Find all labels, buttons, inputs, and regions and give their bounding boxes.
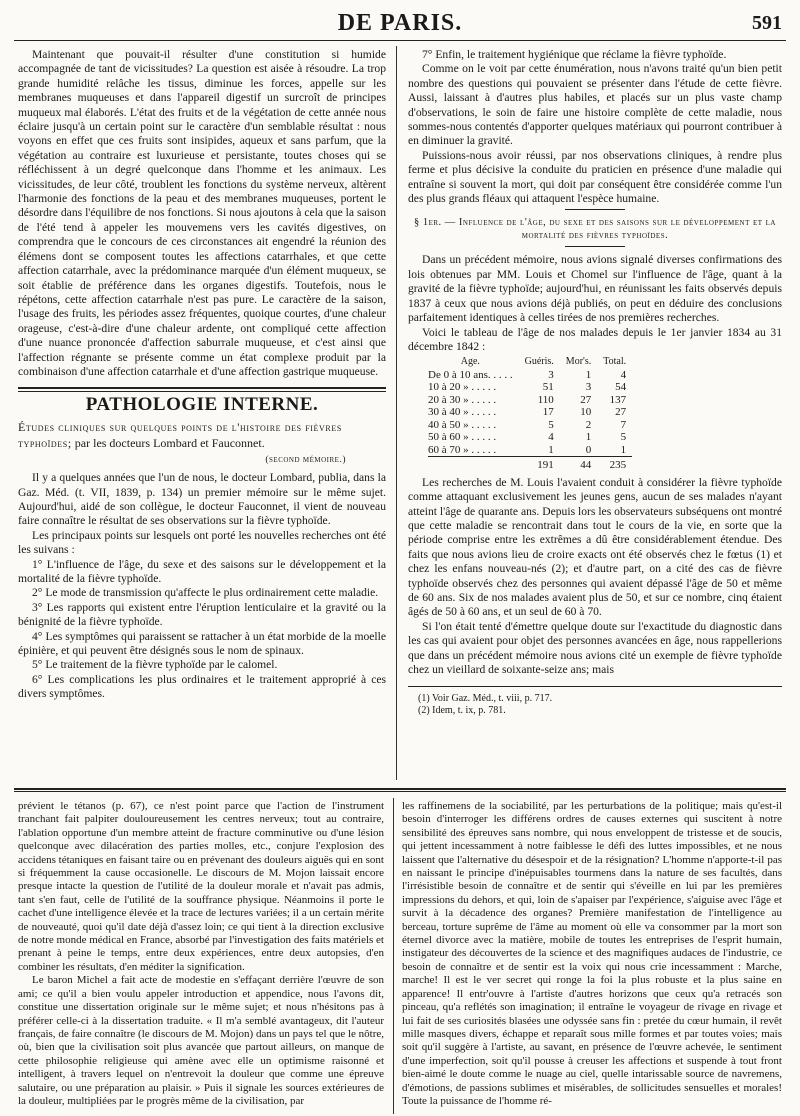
- column-right-lower: [402, 800, 782, 1108]
- table-total-row: [428, 457, 632, 472]
- list-item: 2° Le mode de transmission qu'affecte le plus ordinairement cette maladie.: [32, 586, 379, 600]
- paragraph: Voici le tableau de l'âge de nos malades depuis le 1er janvier 1834 au 31 décembre 1842 :: [408, 325, 782, 353]
- table-cell: 4: [548, 431, 554, 444]
- table-row: [428, 394, 632, 407]
- list-item: 3° Les rapports qui existent entre l'éruption lenticulaire et la gravité ou la bénignité de la fièvre typhoïde.: [18, 600, 386, 629]
- table-cell: 5: [548, 418, 554, 431]
- table-row: [428, 419, 632, 432]
- table-header: Total.: [603, 356, 627, 368]
- table-cell: 191: [519, 457, 560, 472]
- article-title-main: Études cliniques sur quelques points de l'histoire des fièvres typhoïdes;: [18, 419, 342, 450]
- footnote: (2) Idem, t. ix, p. 781.: [418, 704, 506, 716]
- paragraph: Comme on le voit par cette énumération, nous n'avons traité qu'un bien petit nombre des questions qui pouvaient se présenter dans l'étude de cette fièvre. Aussi, laissant à d'autres plus habiles, et placés sur un plus vaste champ d'observations, le soin de faire une histoire complète de cette maladie, nous sommes-nous contentés d'apporter quelques matériaux qui pourront contribuer à en diminuer la gravité.: [408, 62, 782, 148]
- running-head: [14, 6, 786, 41]
- table-cell: 1: [548, 443, 554, 456]
- footnotes: [408, 686, 782, 717]
- footnote: (1) Voir Gaz. Méd., t. viii, p. 717.: [418, 692, 553, 704]
- table-header-row: [428, 356, 632, 369]
- table-cell: 40 à 50 » . . . . .: [428, 418, 497, 431]
- memoir-label: (second mémoire.): [265, 454, 346, 465]
- table-cell: [428, 457, 519, 472]
- paragraph: Le baron Michel a fait acte de modestie en s'effaçant derrière l'œuvre de son ami; ce qu'il a bien voulu appeler introduction et appendice, nous l'avons dit, constitue une dissertation originale sur le même sujet; et nous n'hésitons pas à préférer celle-ci à la dissertation traduite. « Il m'a semblé avantageux, dit l'auteur français, de faire connaître (le discours de M. Mojon) dans un pays tel que le nôtre, où, bien que la civilisation soit plus avancée que partout ailleurs, on manque de cette philosophie religieuse qui amène avec elle un optimisme raisonné et intelligent, à travers lequel on n'entrevoit la douleur que comme une épreuve salutaire, ou une préparation au plaisir. » Puis il signale les sources extérieures de la douleur, multipliées par le progrès même de la civilisation, par: [18, 974, 384, 1107]
- table-cell: 110: [537, 393, 554, 406]
- table-cell: 1: [585, 431, 592, 444]
- table-row: [428, 369, 632, 382]
- column-left-lower: [18, 800, 384, 1108]
- table-cell: 0: [585, 443, 592, 456]
- table-row: [428, 444, 632, 457]
- table-cell: 30 à 40 » . . . . .: [428, 406, 497, 419]
- table-cell: 3: [585, 381, 592, 394]
- list-item: 6° Les complications les plus ordinaires et le traitement approprié à ces divers symptômes.: [18, 672, 386, 701]
- section-rule-thin: [18, 391, 386, 392]
- paragraph: Les principaux points sur lesquels ont porté les nouvelles recherches ont été les suivans :: [18, 528, 386, 557]
- table-cell: 20 à 30 » . . . . .: [428, 393, 497, 406]
- list-item: 5° Le traitement de la fièvre typhoïde par le calomel.: [32, 658, 278, 672]
- table-cell: 2: [585, 418, 592, 431]
- page-rule: [14, 788, 786, 790]
- table-cell: 7: [620, 418, 627, 431]
- table-cell: 5: [620, 431, 627, 444]
- article-title: [18, 419, 386, 451]
- table-cell: 235: [597, 457, 632, 472]
- subsection-heading: § 1er. — Influence de l'âge, du sexe et des saisons sur le développement et la mortalité des fièvres typhoïdes.: [413, 217, 776, 242]
- paragraph: les raffinemens de la sociabilité, par les perturbations de la politique; mais qu'est-il besoin d'interroger les différens ordres de causes externes qui suscitent à notre sensibilité des épreuves sans nombre, qui nous enveloppent de tristesse et de soucis, qui jettent incessamment à notre faiblesse le défi des luttes impossibles, et ne nous laissent que l'alternative du désespoir et de la résignation? L'homme n'apporte-t-il pas en naissant le principe d'inépuisables tourmens dans la nature de ses facultés, dans l'irrésistible besoin de connaître et de sentir qui s'éveille en lui par les premières impressions du dehors, et qui, loin de s'apaiser par l'expérience, s'aiguise avec l'âge et survit à la décadence des organes? Première manifestation de l'intelligence au berceau, torture suprême de l'âme au moment où elle va consommer par la mort son éternel divorce avec la matière, mobile de toutes les entreprises de l'esprit humain, instigateur des découvertes de la science et des magnifiques audaces de l'industrie, ce besoin de connaître et de sentir est la voix qui nous crie incessamment : Marche, marche! Il est le ver secret qui ronge la foi la plus robuste et la plus saine en apparence! Il entr'ouvre à l'artiste d'autres horizons que ceux qu'a retracés son pinceau, qu'a reflétés son imagination; il entraîne le voyageur de rivage en rivage et lui fait de ses curiosités blasées une odyssée sans fin : pretée du cœur humain, il revêt mille masques divers, échappe et reparaît sous mille formes et par toutes voies; mais soit qu'il suggère à l'artiste, au savant, en présence de l'œuvre achevée, le sentiment d'une imperfection, soit qu'il pousse à creuser les affections et suspende à tout front bien-aimé le doute comme le nuage au ciel, quelle intarissable source de navremens, d'émotions, de passions sublimes et misérables, de sollicitudes sensuelles et morales! Toute la puissance de l'homme ré-: [402, 800, 782, 1107]
- table-row: [428, 381, 632, 394]
- table-cell: 44: [560, 457, 597, 472]
- table-cell: 137: [609, 393, 627, 406]
- section-title: PATHOLOGIE INTERNE.: [85, 394, 319, 416]
- table-row: [428, 431, 632, 444]
- age-table: [428, 356, 632, 472]
- page-rule-thin: [14, 791, 786, 792]
- paragraph: Si l'on était tenté d'émettre quelque doute sur l'exactitude du diagnostic dans les cas qui avaient pour objet des personnes avancées en âge, nous rappellerions que dans un précédent mémoire nous avions cité un exemple de fièvre typhoïde chez un vieillard de soixante-seize ans; mais: [408, 619, 782, 677]
- paragraph: prévient le tétanos (p. 67), ce n'est point parce que l'action de l'instrument tranchant fait palpiter douloureusement les centres nerveux; tout au contraire, l'ablation opportune d'un membre atteint de fracture comminutive ou d'une lésion quelconque avec dilacération des parties molles, etc., conjure l'explosion des accidens tétaniques en faisant taire ou en prévenant des douleurs aiguës qui en sont si fréquemment la cause occasionelle. Le discours de M. Mojon laissait encore presque intacte la question de l'utilité de la douleur morale et n'avait pas admis, tant s'en faut, celle de l'utilité de la souffrance physique. Néanmoins il porte le cachet d'une intelligence élevée et la trace de lectures variées; il a un certain mérite de nouveauté, quoi qu'il date déjà d'assez loin; ce qui tient à la direction exclusive de notre monde médical en France, absorbé par l'investigation des faits matériels et prenant à peine le temps, entre deux expériences, entre deux autopsies, d'en combiner les résultats, d'en méditer la signification.: [18, 800, 384, 973]
- table-cell: 27: [580, 393, 592, 406]
- paragraph: Maintenant que pouvait-il résulter d'une constitution si humide accompagnée de tant de vicissitudes? La question est aisée à résoudre. La trop grande humidité relâche les tissus, diminue les forces, appelle sur les membranes muqueuses et dans l'appareil digestif un surcroît de principes muqueux mal élaborés. L'état des fruits et de la végétation de cette année nous éclaire jusqu'à un certain point sur le caractère d'un semblable résultat : nous voyons en effet que ces fruits sont insipides, aqueux et sans parfum, que la végétation au contraire est luxurieuse et persistante, toutes choses qui se réfléchissent à un degré quelconque dans l'homme et les animaux. Les vicissitudes, de leur côté, troublent les fonctions du système nerveux, altèrent l'harmonie des fonctions de la peau et des membranes muqueuses, portent le désordre dans l'équilibre de nos fonctions. Si nous ajoutons à cela que la saison de l'été tend à appeler les mouvemens vers les cavités digestives, on comprendra que le concours de ces circonstances ait engendré la réunion des élémens dont se composent toutes les affections catarrhales, et que cette affection catarrhale, avec la prédominance marquée d'un élément muqueux, se soit établie de préférence dans les organes digestifs. Toutefois, nous le répétons, cette affection catarrhale n'est pas pure. Le caractère de la saison, l'usage des fruits, les périodes assez fréquentes, quoique courtes, d'une chaleur orageuse, c'est-à-dire d'une chaleur ardente, ont compliqué cette affection d'une nuance prononcée d'affection saburrale muqueuse, et c'est ainsi que l'affection régnante se présente comme un état complexe produit par la combinaison d'une affection catarrhale et d'une affection gastrique muqueuse.: [18, 48, 386, 378]
- table-cell: De 0 à 10 ans. . . . .: [428, 368, 513, 381]
- paragraph: Dans un précédent mémoire, nous avions signalé diverses confirmations des lois obtenues par MM. Louis et Chomel sur l'influence de l'âge, quant à la gravité de la fièvre typhoïde; aujourd'hui, en réunissant les faits observés depuis 1837 à ceux que nous avions déjà publiés, on peut en déduire des conclusions parfaitement identiques à celles tirées de nos premières recherches.: [408, 253, 782, 325]
- table-header: Age.: [460, 356, 480, 368]
- table-cell: 50 à 60 » . . . . .: [428, 431, 497, 444]
- table-cell: 10: [580, 406, 592, 419]
- table-cell: 4: [620, 368, 627, 381]
- column-divider-lower: [393, 798, 394, 1114]
- list-item: 4° Les symptômes qui paraissent se rattacher à un état morbide de la moelle épinière, et qui peuvent être désignés sous le nom de spinaux.: [18, 629, 386, 658]
- list-item: 1° L'influence de l'âge, du sexe et des saisons sur le développement et la mortalité de la fièvre typhoïde.: [18, 557, 386, 585]
- list-item: 7° Enfin, le traitement hygiénique que réclame la fièvre typhoïde.: [422, 48, 727, 61]
- article-title-authors: par les docteurs Lombard et Fauconnet.: [71, 435, 265, 450]
- table-cell: 3: [548, 368, 554, 381]
- table-cell: 1: [585, 368, 592, 381]
- table-cell: 51: [542, 381, 554, 394]
- table-header: Guéris.: [524, 356, 554, 368]
- section-rule: [18, 387, 386, 389]
- short-rule: [565, 209, 625, 210]
- paragraph: Il y a quelques années que l'un de nous, le docteur Lombard, publia, dans la Gaz. Méd. (t. VII, 1839, p. 134) un premier mémoire sur le même sujet. Aujourd'hui, aidé de son collègue, le docteur Fauconnet, il vient de nouveau faire connaître le résultat de ses observations sur la fièvre typhoïde.: [18, 471, 386, 528]
- column-left-upper: [18, 48, 386, 702]
- paragraph: Puissions-nous avoir réussi, par nos observations cliniques, à rendre plus ferme et plus décisive la conduite du praticien en présence d'une maladie qui entraîne si souvent la mort, qui doit par conséquent être considérée comme l'un des plus grands fléaux qui attaquent l'espèce humaine.: [408, 148, 782, 206]
- table-cell: 1: [620, 443, 627, 456]
- table-header: Mor's.: [565, 356, 592, 368]
- page-number: 591: [752, 12, 782, 34]
- column-right-upper: [408, 48, 782, 717]
- table-cell: 17: [542, 406, 554, 419]
- paragraph: Les recherches de M. Louis l'avaient conduit à considérer la fièvre typhoïde comme attaquant exclusivement les jeunes gens, aucun de ses malades n'ayant atteint l'âge de quarante ans. Depuis lors les observateurs subséquens ont montré que cette maladie se rencontrait dans tout le cours de la vie, en sorte que la période comprise entre les extrêmes a dû être considérablement étendue. Des faits que nous avions lieu de croire exacts ont été observés chez le fœtus (1) et chez les enfans nouveau-nés (2); et d'autre part, on a cité des cas de fièvre typhoïde observés chez des personnes qui avaient dépassé l'âge de 50 et même de 60 ans. Six de nos malades avaient plus de 50, et sur ce nombre, cinq étaient âgés de 50 à 60 ans, et un seul de 60 à 70.: [408, 475, 782, 619]
- short-rule: [565, 246, 625, 247]
- table-cell: 54: [615, 381, 627, 394]
- table-row: [428, 406, 632, 419]
- table-cell: 10 à 20 » . . . . .: [428, 381, 497, 394]
- running-title: DE PARIS.: [337, 10, 463, 36]
- column-divider: [396, 46, 397, 780]
- table-cell: 27: [615, 406, 627, 419]
- table-cell: 60 à 70 » . . . . .: [428, 443, 497, 456]
